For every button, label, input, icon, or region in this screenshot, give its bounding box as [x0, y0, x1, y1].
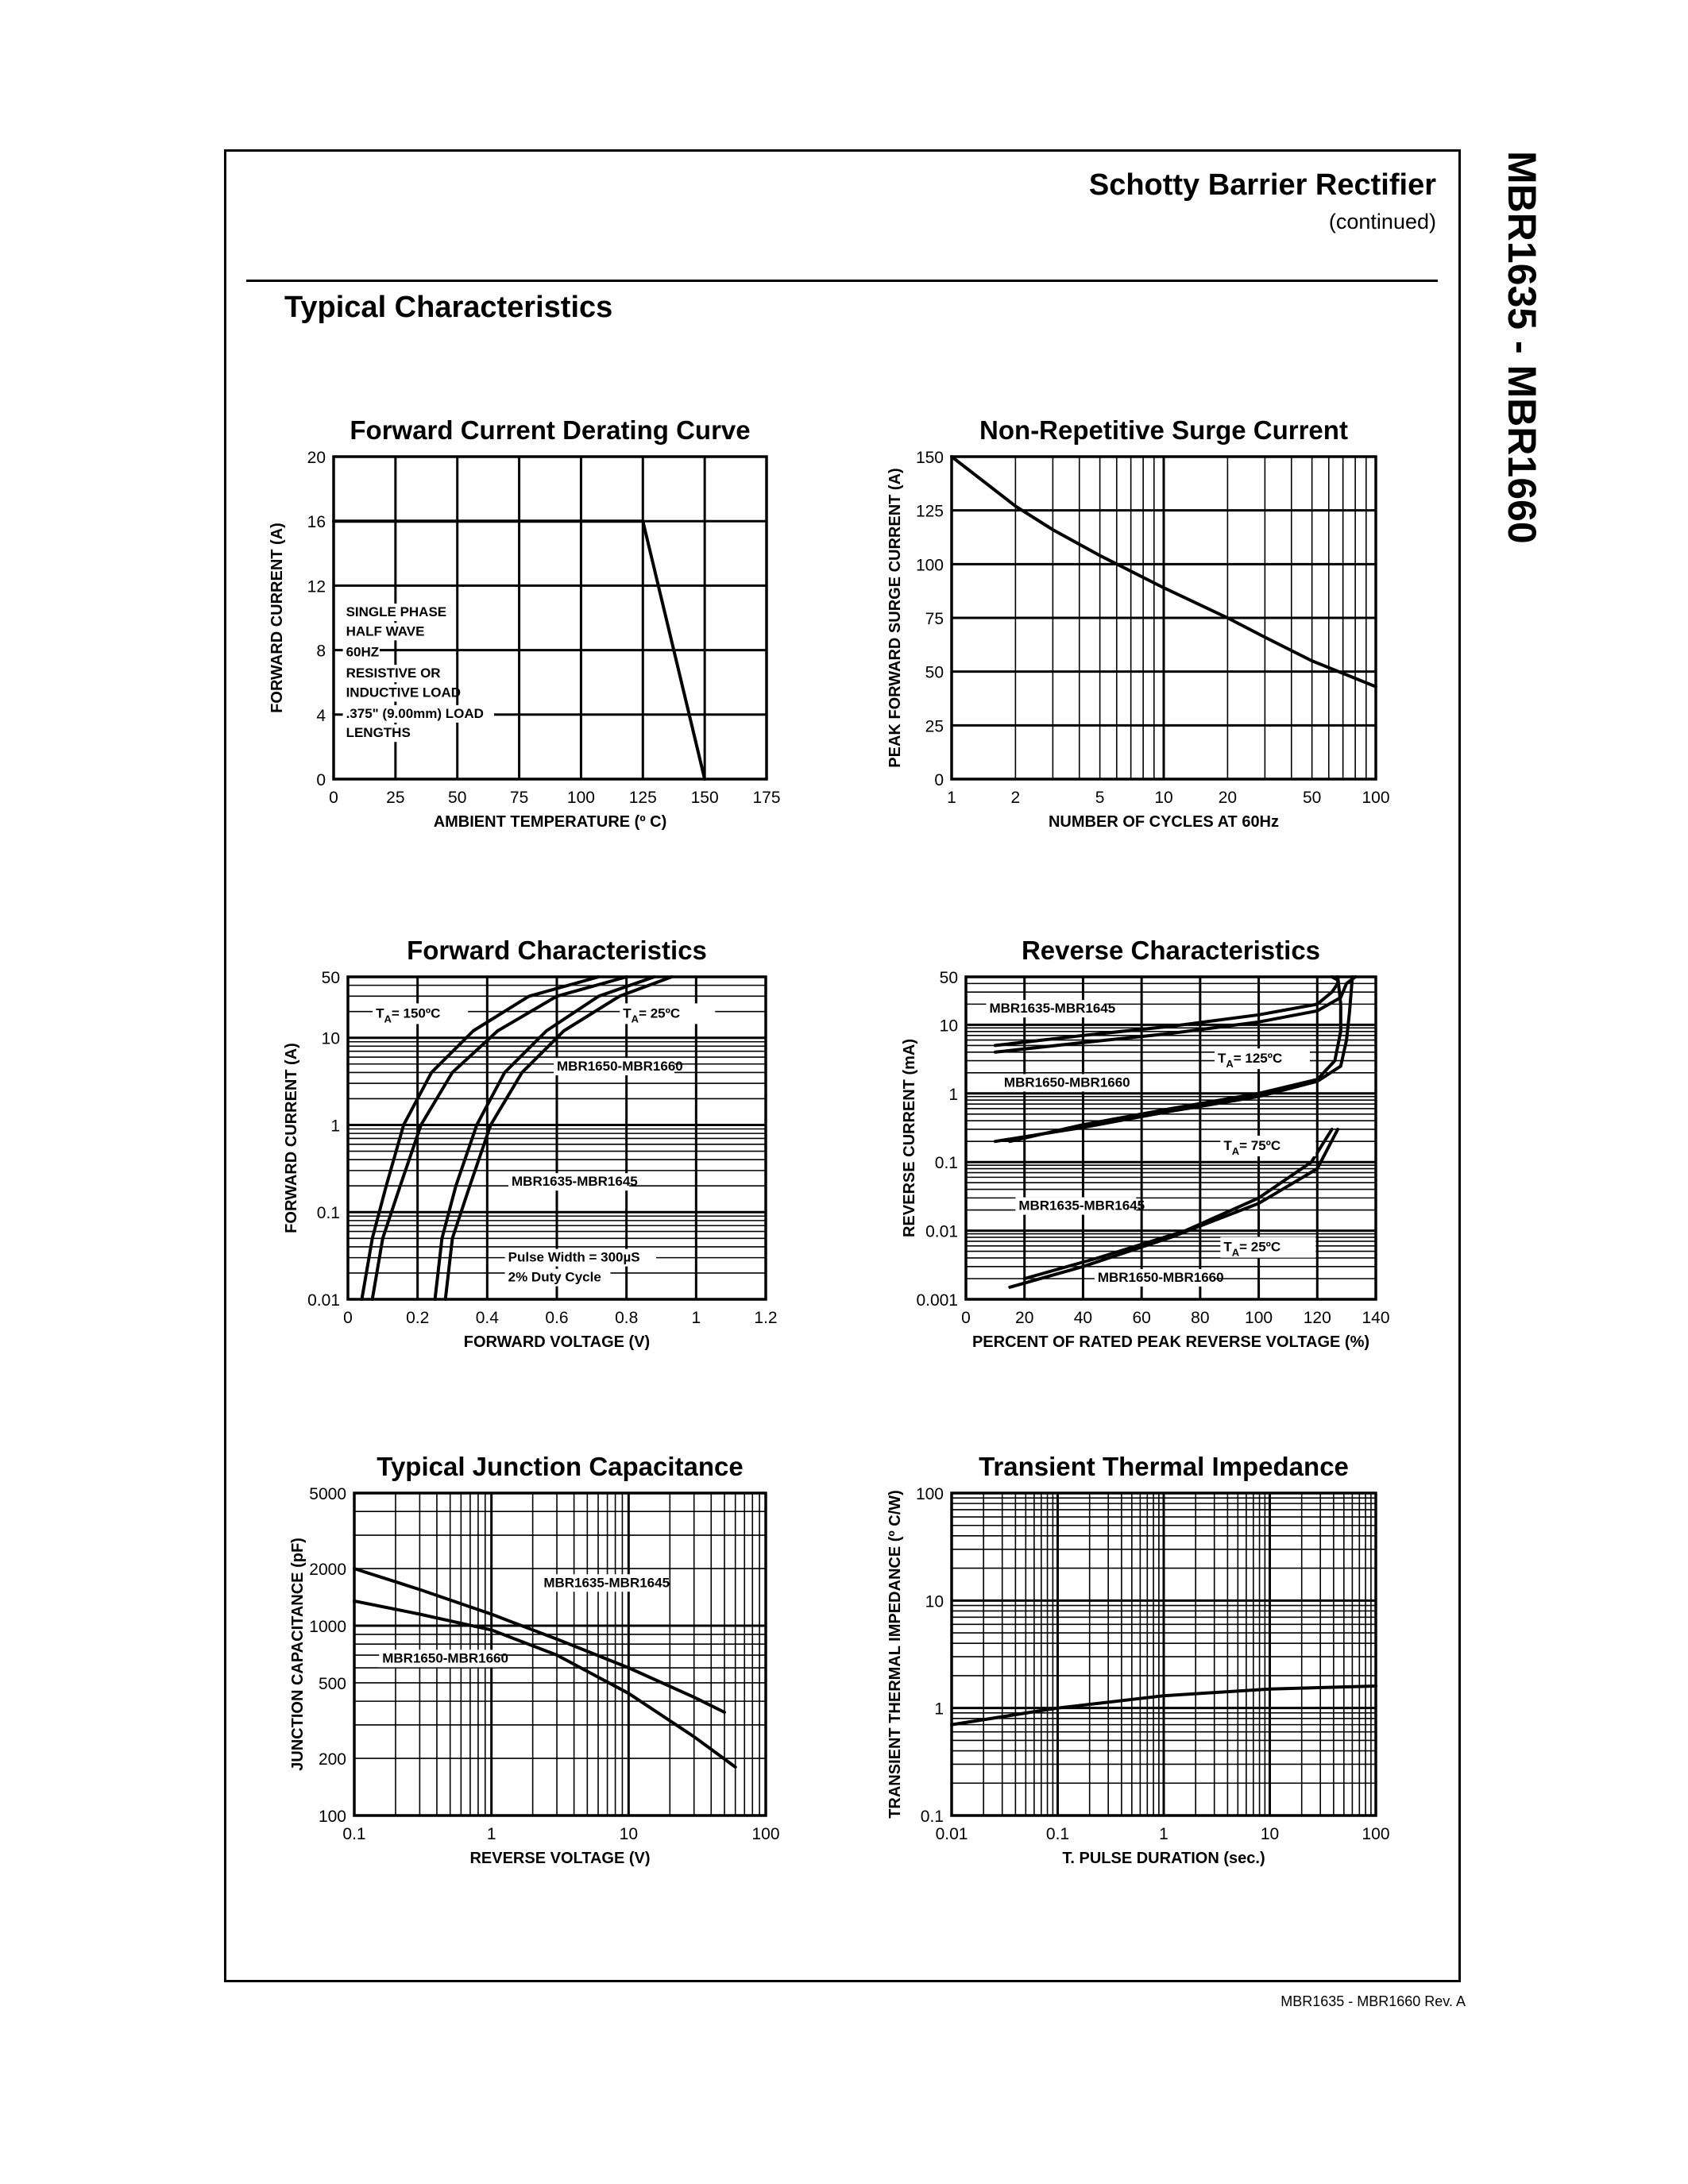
forward-annotation-1: $T_A=$ 25ºC: [623, 1005, 681, 1025]
derating-annotation-1: HALF WAVE: [346, 623, 425, 639]
reverse-xtick-label-6: 120: [1303, 1309, 1331, 1327]
surge-xtick-label-3: 10: [1154, 789, 1173, 807]
reverse-title: Reverse Characteristics: [1021, 936, 1321, 965]
derating-annotation-3: RESISTIVE OR: [346, 666, 441, 681]
derating-annotation-4: INDUCTIVE LOAD: [346, 685, 462, 700]
derating-ytick-label-0: 0: [316, 771, 326, 789]
surge-ytick-label-5: 125: [915, 502, 944, 521]
capacitance-xtick-label-2: 10: [619, 1825, 639, 1843]
document-title: Schotty Barrier Rectifier: [1088, 168, 1436, 202]
reverse-ytick-label-0: 0.001: [916, 1291, 958, 1310]
derating-xtick-label-4: 100: [566, 789, 595, 807]
surge-ytick-label-2: 50: [925, 663, 944, 682]
reverse-ytick-label-2: 0.1: [934, 1154, 958, 1173]
capacitance-xlabel: REVERSE VOLTAGE (V): [469, 1850, 651, 1867]
reverse-xtick-label-4: 80: [1191, 1309, 1210, 1327]
forward-ytick-label-3: 10: [321, 1029, 340, 1048]
capacitance-annotation-0: MBR1635-MBR1645: [543, 1575, 670, 1591]
thermal-ylabel: TRANSIENT THERMAL IMPEDANCE (º C/W): [886, 1490, 904, 1819]
reverse-xtick-label-5: 100: [1245, 1309, 1273, 1327]
derating-ytick-label-1: 4: [316, 706, 326, 725]
forward-xtick-label-0: 0: [343, 1309, 353, 1327]
derating-xtick-label-5: 125: [628, 789, 657, 807]
reverse-annotation-3: $T_A=$ 75ºC: [1223, 1137, 1281, 1157]
reverse-ytick-label-4: 10: [939, 1017, 958, 1036]
derating-ytick-label-2: 8: [316, 642, 326, 661]
surge-title: Non-Repetitive Surge Current: [979, 415, 1348, 445]
thermal-title: Transient Thermal Impedance: [979, 1452, 1349, 1481]
derating-xtick-label-3: 75: [509, 789, 529, 807]
reverse-annotation-1: $T_A=$ 125ºC: [1217, 1051, 1283, 1071]
chart-surge: [886, 415, 1390, 831]
forward-ytick-label-1: 0.1: [316, 1204, 340, 1223]
forward-xtick-label-5: 1: [691, 1309, 701, 1327]
thermal-xtick-label-3: 10: [1260, 1825, 1280, 1843]
reverse-ytick-label-3: 1: [948, 1085, 958, 1104]
surge-ylabel: PEAK FORWARD SURGE CURRENT (A): [886, 468, 904, 768]
forward-xtick-label-3: 0.6: [545, 1309, 569, 1327]
side-title: MBR1635 - MBR1660: [1500, 151, 1544, 544]
reverse-annotation-0: MBR1635-MBR1645: [989, 1001, 1116, 1017]
derating-annotation-5: .375" (9.00mm) LOAD: [346, 705, 484, 721]
chart-thermal: [886, 1452, 1390, 1867]
derating-ytick-label-3: 12: [307, 577, 326, 596]
surge-ytick-label-6: 150: [915, 449, 944, 467]
thermal-ytick-label-2: 10: [925, 1592, 944, 1611]
forward-annotation-3: MBR1635-MBR1645: [512, 1174, 638, 1190]
forward-xlabel: FORWARD VOLTAGE (V): [463, 1333, 651, 1351]
document-subtitle: (continued): [1328, 210, 1436, 233]
reverse-annotation-4: MBR1635-MBR1645: [1018, 1198, 1145, 1214]
thermal-xlabel: T. PULSE DURATION (sec.): [1062, 1850, 1265, 1867]
chart-derating: [268, 415, 781, 831]
capacitance-xtick-label-1: 1: [486, 1825, 496, 1843]
derating-ytick-label-5: 20: [307, 449, 326, 467]
surge-xlabel: NUMBER OF CYCLES AT 60Hz: [1048, 813, 1280, 831]
forward-ytick-label-2: 1: [330, 1117, 340, 1136]
reverse-xtick-label-2: 40: [1073, 1309, 1093, 1327]
reverse-xtick-label-0: 0: [961, 1309, 971, 1327]
reverse-xlabel: PERCENT OF RATED PEAK REVERSE VOLTAGE (%): [971, 1333, 1370, 1351]
surge-ytick-label-0: 0: [934, 771, 944, 789]
capacitance-ytick-label-1: 200: [318, 1750, 346, 1769]
surge-ytick-label-3: 75: [925, 610, 944, 628]
reverse-xtick-label-7: 140: [1362, 1309, 1390, 1327]
derating-title: Forward Current Derating Curve: [350, 415, 751, 445]
thermal-xtick-label-0: 0.01: [935, 1825, 968, 1843]
thermal-ytick-label-1: 1: [934, 1700, 944, 1719]
forward-annotation-5: 2% Duty Cycle: [508, 1269, 601, 1285]
capacitance-xtick-label-0: 0.1: [342, 1825, 366, 1843]
thermal-grid: [952, 1493, 1376, 1815]
forward-xtick-label-4: 0.8: [615, 1309, 639, 1327]
surge-xtick-label-5: 50: [1302, 789, 1322, 807]
capacitance-annotation-1: MBR1650-MBR1660: [382, 1650, 508, 1666]
capacitance-ytick-label-0: 100: [318, 1808, 346, 1826]
forward-annotation-0: $T_A=$ 150ºC: [376, 1005, 441, 1025]
capacitance-ytick-label-5: 5000: [309, 1485, 346, 1503]
capacitance-ytick-label-3: 1000: [309, 1618, 346, 1637]
reverse-ytick-label-1: 0.01: [925, 1222, 958, 1241]
capacitance-ytick-label-2: 500: [318, 1674, 346, 1693]
thermal-xtick-label-2: 1: [1159, 1825, 1168, 1843]
section-title: Typical Characteristics: [284, 291, 613, 324]
surge-xtick-label-0: 1: [947, 789, 956, 807]
reverse-ytick-label-5: 50: [939, 969, 958, 987]
forward-annotation-4: Pulse Width = 300µS: [508, 1249, 640, 1265]
chart-capacitance: [289, 1452, 780, 1867]
surge-ytick-label-4: 100: [915, 556, 944, 575]
reverse-annotation-2: MBR1650-MBR1660: [1003, 1075, 1130, 1090]
thermal-ytick-label-0: 0.1: [920, 1808, 944, 1826]
capacitance-ytick-label-4: 2000: [309, 1561, 346, 1580]
forward-xtick-label-6: 1.2: [754, 1309, 778, 1327]
derating-annotation-6: LENGTHS: [346, 725, 411, 741]
surge-xtick-label-1: 2: [1010, 789, 1021, 807]
chart-reverse: [901, 936, 1390, 1351]
thermal-xtick-label-1: 0.1: [1045, 1825, 1070, 1843]
forward-ylabel: FORWARD CURRENT (A): [283, 1043, 300, 1233]
reverse-ylabel: REVERSE CURRENT (mA): [901, 1038, 918, 1238]
derating-ytick-label-4: 16: [307, 513, 326, 532]
forward-ytick-label-4: 50: [321, 969, 340, 987]
reverse-xtick-label-1: 20: [1015, 1309, 1034, 1327]
derating-annotation-2: 60HZ: [346, 644, 380, 660]
thermal-xtick-label-4: 100: [1362, 1825, 1390, 1843]
surge-xtick-label-2: 5: [1095, 789, 1105, 807]
forward-title: Forward Characteristics: [407, 936, 707, 965]
footer-revision: MBR1635 - MBR1660 Rev. A: [1280, 1993, 1466, 2009]
forward-xtick-label-2: 0.4: [475, 1309, 499, 1327]
surge-ytick-label-1: 25: [925, 717, 944, 736]
forward-ytick-label-0: 0.01: [307, 1291, 340, 1310]
derating-xlabel: AMBIENT TEMPERATURE (º C): [433, 813, 667, 831]
reverse-annotation-6: MBR1650-MBR1660: [1097, 1269, 1224, 1285]
reverse-xtick-label-3: 60: [1132, 1309, 1151, 1327]
derating-xtick-label-6: 150: [690, 789, 719, 807]
derating-annotation-0: SINGLE PHASE: [346, 604, 447, 619]
capacitance-xtick-label-3: 100: [751, 1825, 780, 1843]
thermal-ytick-label-3: 100: [915, 1485, 944, 1503]
derating-ylabel: FORWARD CURRENT (A): [268, 523, 286, 713]
derating-xtick-label-1: 25: [386, 789, 405, 807]
chart-forward: [283, 936, 778, 1351]
derating-xtick-label-2: 50: [448, 789, 467, 807]
derating-xtick-label-0: 0: [329, 789, 338, 807]
reverse-annotation-5: $T_A=$ 25ºC: [1223, 1239, 1281, 1259]
surge-xtick-label-4: 20: [1218, 789, 1238, 807]
derating-xtick-label-7: 175: [752, 789, 781, 807]
capacitance-ylabel: JUNCTION CAPACITANCE (pF): [289, 1538, 307, 1771]
forward-annotation-2: MBR1650-MBR1660: [557, 1059, 683, 1075]
surge-xtick-label-6: 100: [1362, 789, 1390, 807]
forward-xtick-label-1: 0.2: [406, 1309, 430, 1327]
capacitance-title: Typical Junction Capacitance: [377, 1452, 744, 1481]
